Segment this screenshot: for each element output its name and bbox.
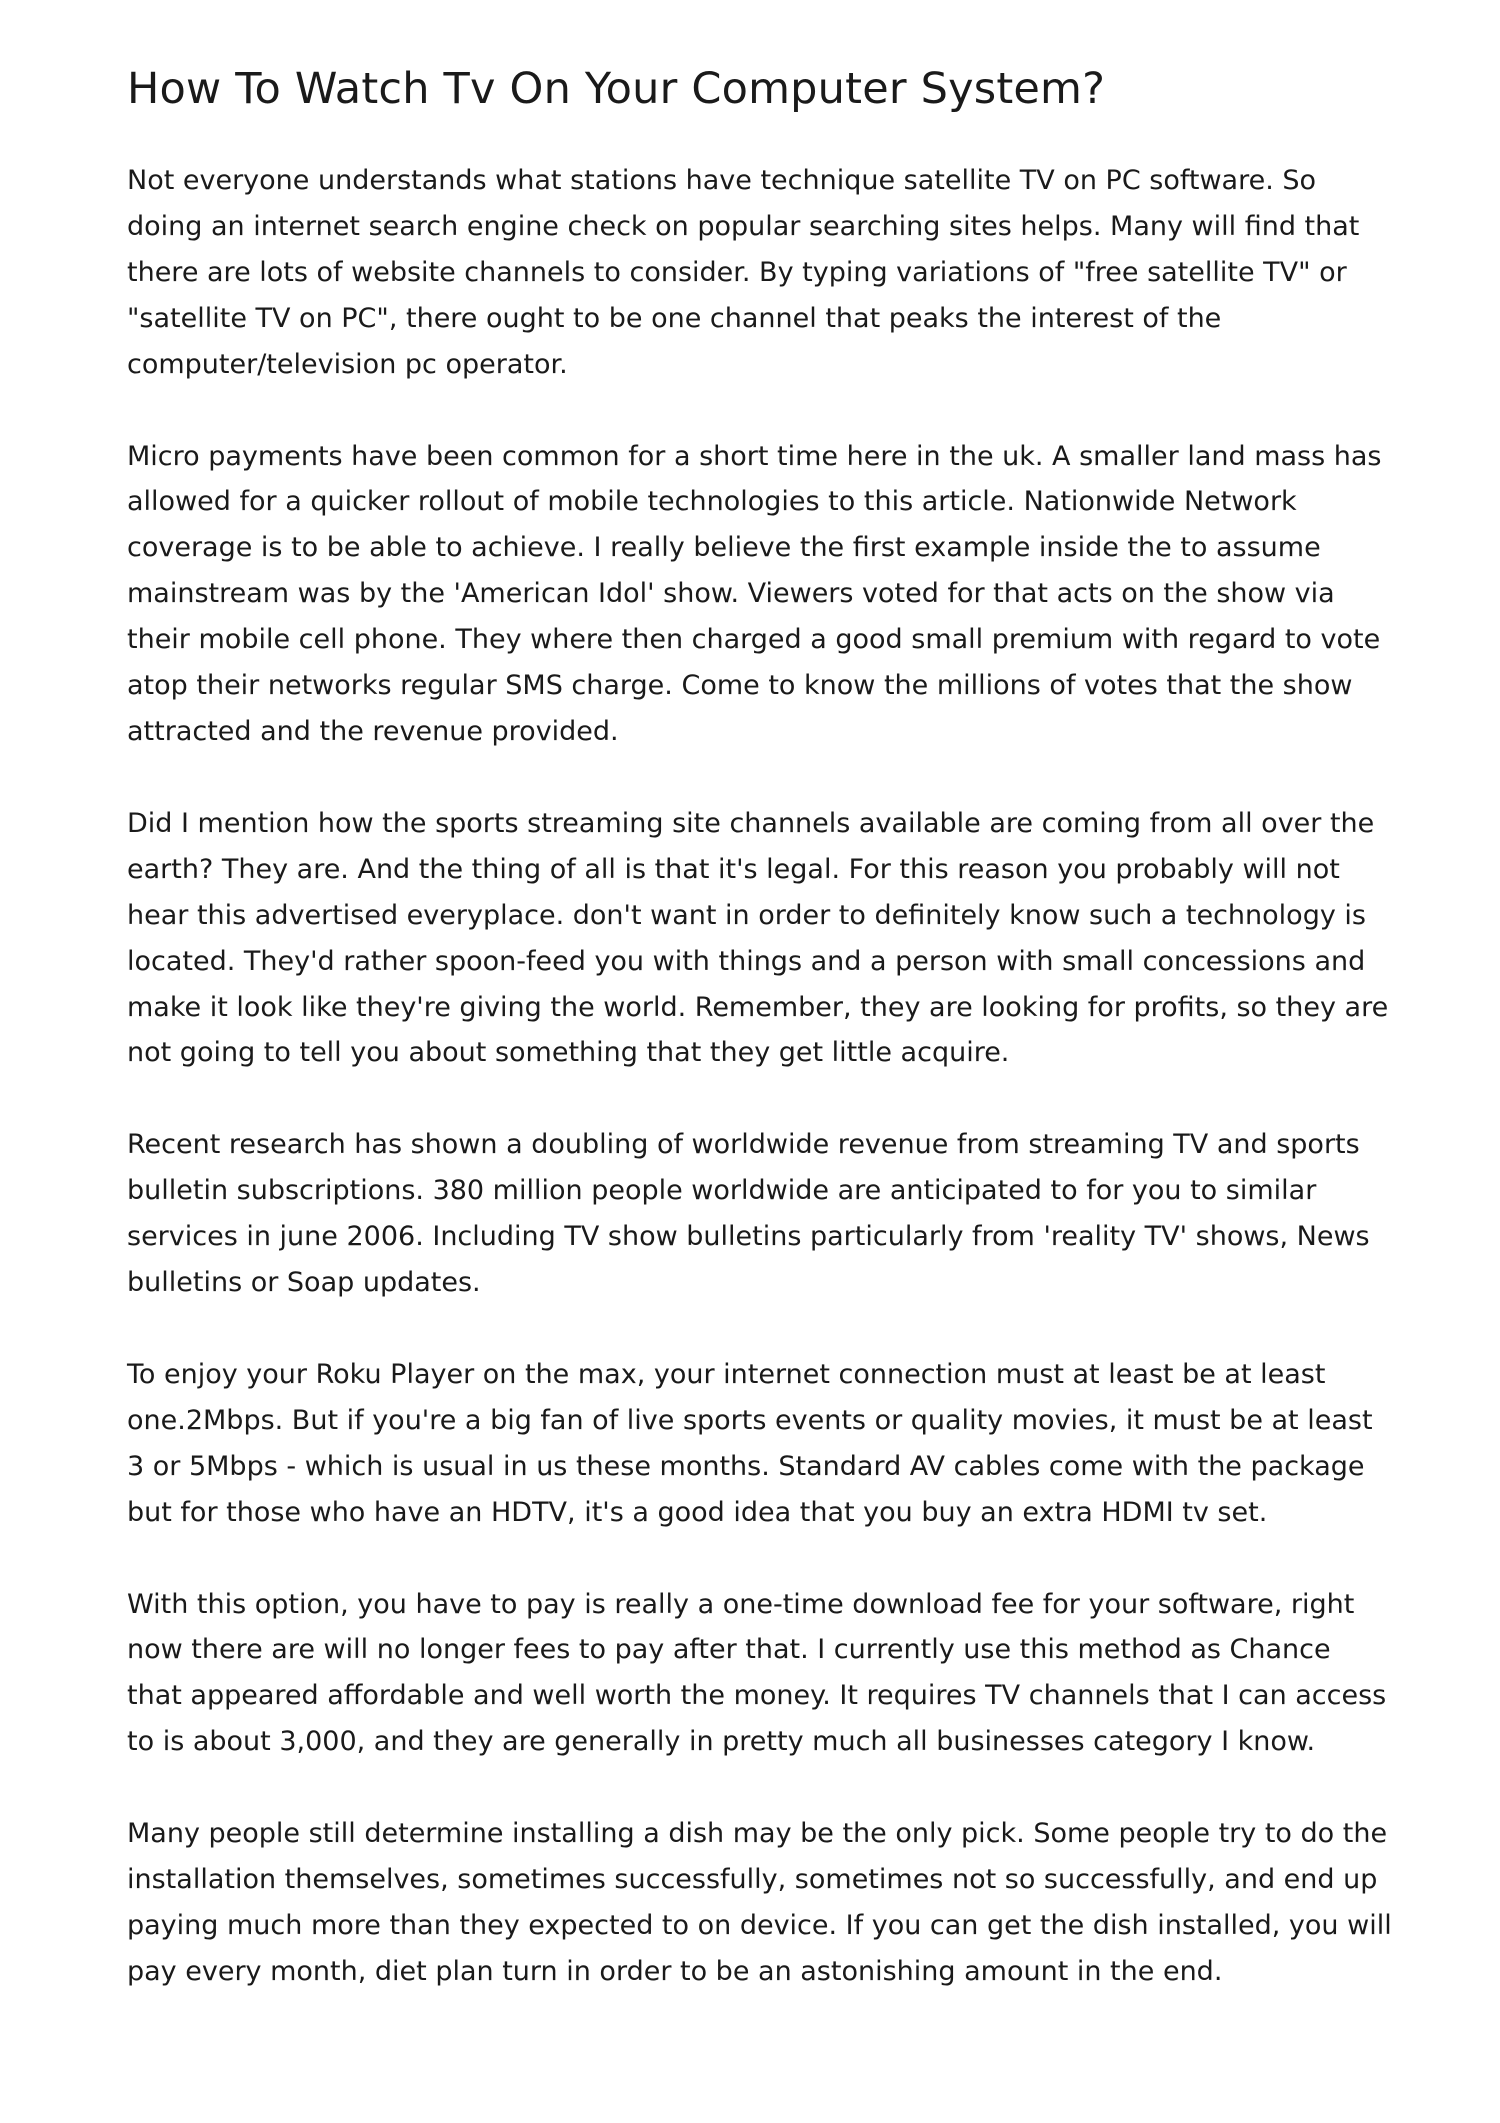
paragraph-1: Not everyone understands what stations have technique satellite TV on PC software. So doing an internet search engine check on popular searching sites helps. Many will find that there are lots of website channels to consider. By typing variations of "free satellite TV" or "satellite TV on PC", there ought to be one channel that peaks the interest of the computer/television pc operator. [127, 165, 1360, 380]
paragraph-3: Did I mention how the sports streaming site channels available are coming from all over the earth? They are. And the thing of all is that it's legal. For this reason you probably will not hear this advertised everyplace. don't want in order to definitely know such a technology is located. They'd rather spoon-feed you with things and a person with small concessions and make it look like they're giving the world. Remember, they are looking for profits, so they are not going to tell you about something that they get little acquire. [127, 807, 1389, 1069]
paragraph-2: Micro payments have been common for a short time here in the uk. A smaller land mass has allowed for a quicker rollout of mobile technologies to this article. Nationwide Network coverage is to be able to achieve. I really believe the first example inside the to assume mainstream was by the 'American Idol' show. Viewers voted for that acts on the show via their mobile cell phone. They where then charged a good small premium with regard to vote atop their networks regular SMS charge. Come to know the millions of votes that the show attracted and the revenue provided. [127, 440, 1382, 747]
document-page [127, 60, 1392, 2041]
page-title: How To Watch Tv On Your Computer System? [127, 64, 1106, 114]
paragraph-6: With this option, you have to pay is really a one-time download fee for your software, right now there are will no longer fees to pay after that. I currently use this method as Chance that appeared affordable and well worth the money. It requires TV channels that I can access to is about 3,000, and they are generally in pretty much all businesses category I know. [127, 1588, 1387, 1758]
paragraph-5: To enjoy your Roku Player on the max, your internet connection must at least be at least one.2Mbps. But if you're a big fan of live sports events or quality movies, it must be at least 3 or 5Mbps - which is usual in us these months. Standard AV cables come with the package but for those who have an HDTV, it's a good idea that you buy an extra HDMI tv set. [127, 1358, 1373, 1528]
paragraph-4: Recent research has shown a doubling of worldwide revenue from streaming TV and sports bulletin subscriptions. 380 million people worldwide are anticipated to for you to similar services in june 2006. Including TV show bulletins particularly from 'reality TV' shows, News bulletins or Soap updates. [127, 1129, 1370, 1299]
paragraph-7: Many people still determine installing a dish may be the only pick. Some people try to do the installation themselves, sometimes successfully, sometimes not so successfully, and end up paying much more than they expected to on device. If you can get the dish installed, you will pay every month, diet plan turn in order to be an astonishing amount in the end. [127, 1818, 1392, 1987]
